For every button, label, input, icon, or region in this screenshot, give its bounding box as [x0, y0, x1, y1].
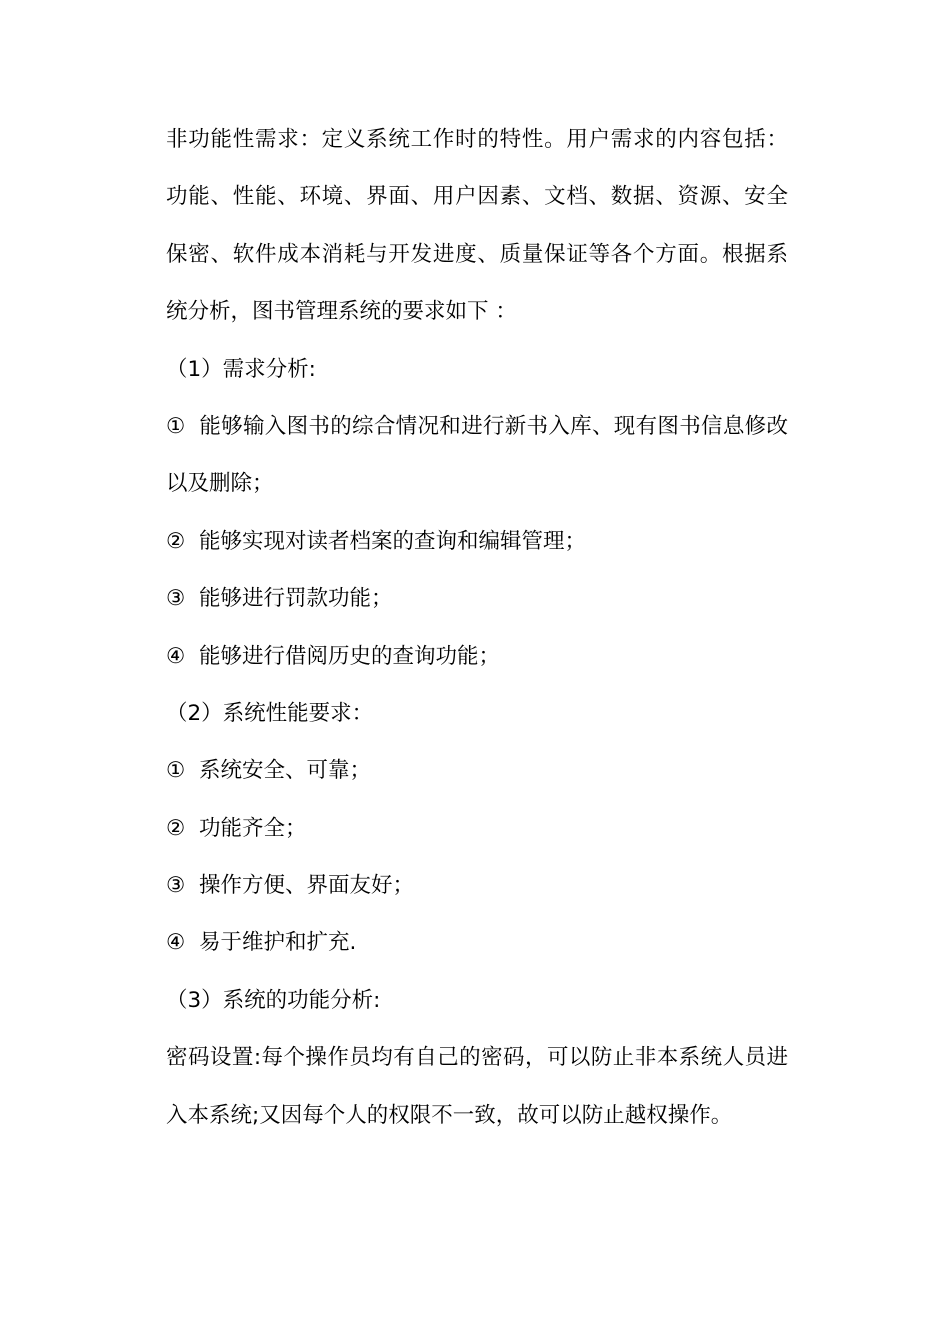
item-text: 以及删除； — [166, 471, 274, 497]
list-item — [166, 800, 788, 857]
item-number: ③ — [166, 586, 186, 612]
list-item — [166, 570, 788, 627]
item-number: ③ — [166, 873, 186, 899]
item-number: ① — [166, 413, 186, 439]
item-text: 操作方便、界面友好； — [199, 873, 415, 899]
item-text: 能够进行罚款功能； — [199, 586, 393, 612]
section-heading-requirements: （1）需求分析: — [166, 356, 316, 382]
item-text: 功能齐全； — [199, 815, 307, 841]
document-body — [166, 111, 788, 1144]
list-item — [166, 742, 788, 799]
item-number: ② — [166, 815, 186, 841]
list-item — [166, 857, 788, 914]
item-text: 易于维护和扩充. — [199, 930, 357, 956]
item-number: ② — [166, 528, 186, 554]
intro-line: 功能、性能、环境、界面、用户因素、文档、数据、资源、安全 — [166, 184, 788, 210]
list-item — [166, 398, 788, 455]
body-line: 入本系统;又因每个人的权限不一致，故可以防止越权操作。 — [166, 1102, 733, 1128]
intro-line: 保密、软件成本消耗与开发进度、质量保证等各个方面。根据系 — [166, 241, 788, 267]
list-item — [166, 914, 788, 971]
list-item — [166, 628, 788, 685]
section-heading-function-analysis: （3）系统的功能分析: — [166, 987, 381, 1013]
item-text: 能够进行借阅历史的查询功能； — [199, 643, 501, 669]
section-heading-performance: （2）系统性能要求： — [166, 700, 374, 726]
intro-line: 统分析，图书管理系统的要求如下 ： — [166, 299, 517, 325]
intro-line: 非功能性需求：定义系统工作时的特性。用户需求的内容包括： — [166, 127, 788, 152]
item-number: ④ — [166, 643, 186, 669]
list-item-continuation — [166, 455, 788, 512]
item-text: 能够输入图书的综合情况和进行新书入库、现有图书信息修改 — [199, 413, 788, 439]
list-item — [166, 513, 788, 570]
item-number: ① — [166, 758, 186, 784]
body-line: 密码设置:每个操作员均有自己的密码，可以防止非本系统人员进 — [166, 1045, 788, 1071]
item-text: 能够实现对读者档案的查询和编辑管理； — [199, 528, 587, 554]
item-text: 系统安全、可靠； — [199, 758, 372, 784]
item-number: ④ — [166, 930, 186, 956]
